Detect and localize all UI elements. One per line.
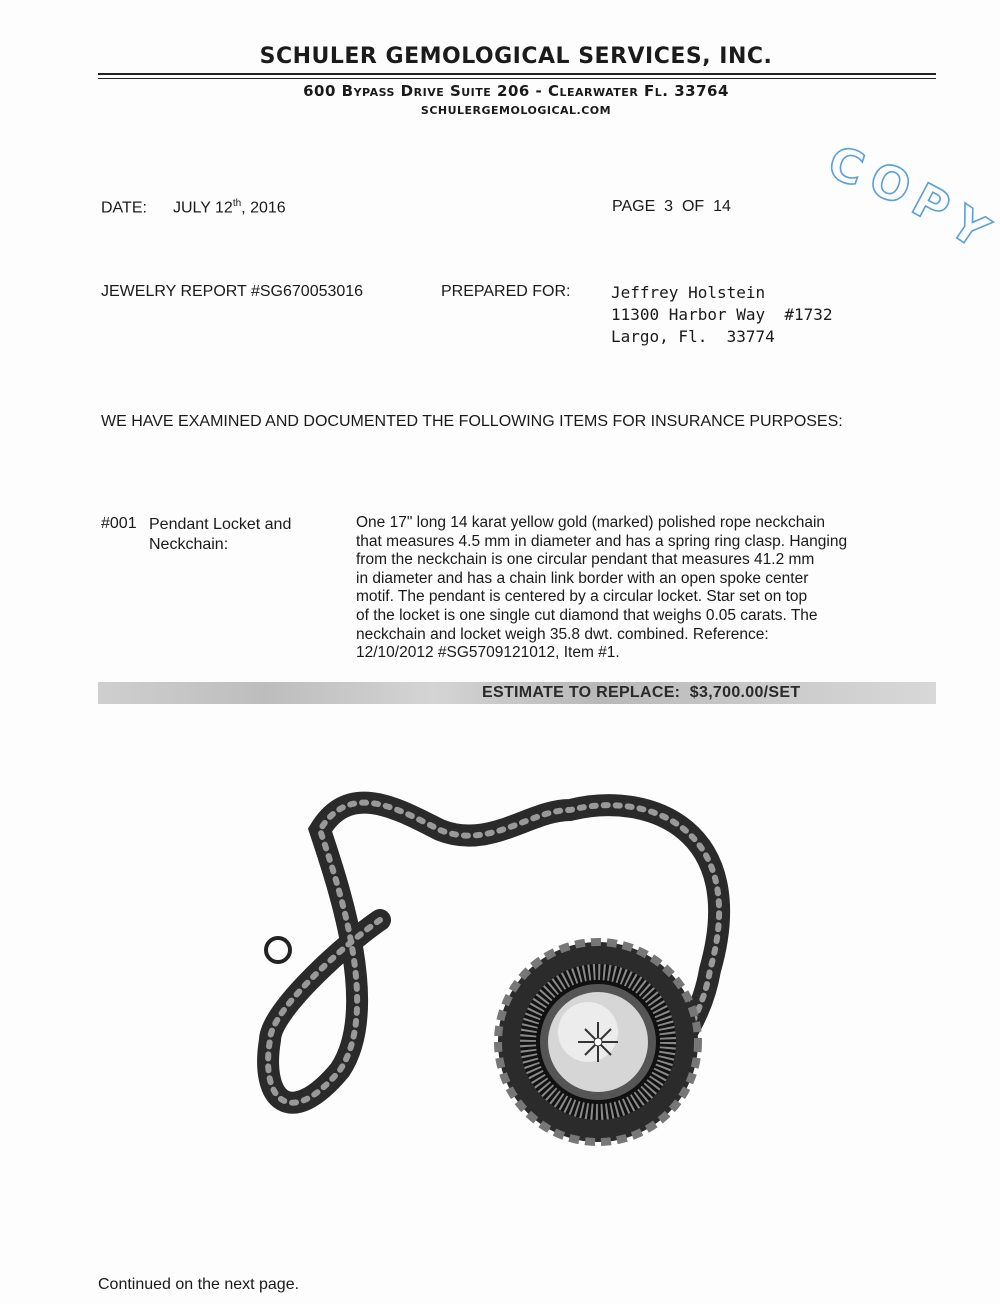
date-value: JULY 12 xyxy=(172,199,233,217)
description-line: 12/10/2012 #SG5709121012, Item #1. xyxy=(356,644,620,662)
description-line: One 17" long 14 karat yellow gold (marked) polished rope neckchain xyxy=(356,514,826,531)
report-number: JEWELRY REPORT #SG670053016 xyxy=(101,283,364,300)
description-line: from the neckchain is one circular pendant that measures 41.2 mm xyxy=(356,551,815,569)
svg-text:O: O xyxy=(862,151,919,216)
client-block xyxy=(611,282,833,348)
description-line: that measures 4.5 mm in diameter and has a spring ring clasp. Hanging xyxy=(356,532,848,550)
company-website: SCHULERGEMOLOGICAL.COM xyxy=(420,104,612,117)
copy-stamp xyxy=(820,125,1000,265)
estimate-value: ESTIMATE TO REPLACE: $3,700.00/SET xyxy=(482,684,801,701)
intro-statement: WE HAVE EXAMINED AND DOCUMENTED THE FOLLOWING ITEMS FOR INSURANCE PURPOSES: xyxy=(101,413,843,430)
item-title-line1: Pendant Locket and xyxy=(149,516,292,533)
item-description xyxy=(356,514,928,663)
item-title-line2: Neckchain: xyxy=(149,536,229,553)
item-title xyxy=(149,515,291,555)
description-line: motif. The pendant is centered by a circular locket. Star set on top xyxy=(356,588,808,606)
page-number: PAGE 3 OF 14 xyxy=(612,198,731,215)
svg-text:C: C xyxy=(822,135,871,197)
description-line: neckchain and locket weigh 35.8 dwt. combined. Reference: xyxy=(356,625,769,643)
continued-note: Continued on the next page. xyxy=(98,1276,300,1293)
date-label: DATE: xyxy=(101,199,147,217)
description-line: of the locket is one single cut diamond that weighs 0.05 carats. The xyxy=(356,606,818,624)
svg-text:P: P xyxy=(903,172,959,236)
date-suffix: th xyxy=(232,198,242,209)
client-name: Jeffrey Holstein xyxy=(611,283,766,302)
client-address-line1: 11300 Harbor Way #1732 xyxy=(611,305,833,324)
svg-text:Y: Y xyxy=(940,195,999,259)
header-rule-thin xyxy=(98,78,936,79)
company-name: SCHULER GEMOLOGICAL SERVICES, INC. xyxy=(259,44,773,69)
company-address: 600 Bypass Drive Suite 206 - Clearwater Fl. 33764 xyxy=(303,82,729,100)
header-rule xyxy=(98,73,936,75)
report-date xyxy=(101,198,286,217)
date-year: , 2016 xyxy=(241,199,286,217)
item-number: #001 xyxy=(101,515,137,532)
pendant-photo xyxy=(230,770,750,1160)
description-line: in diameter and has a chain link border with an open spoke center xyxy=(356,569,809,587)
prepared-for-label: PREPARED FOR: xyxy=(441,283,571,300)
client-address-line2: Largo, Fl. 33774 xyxy=(611,327,775,346)
